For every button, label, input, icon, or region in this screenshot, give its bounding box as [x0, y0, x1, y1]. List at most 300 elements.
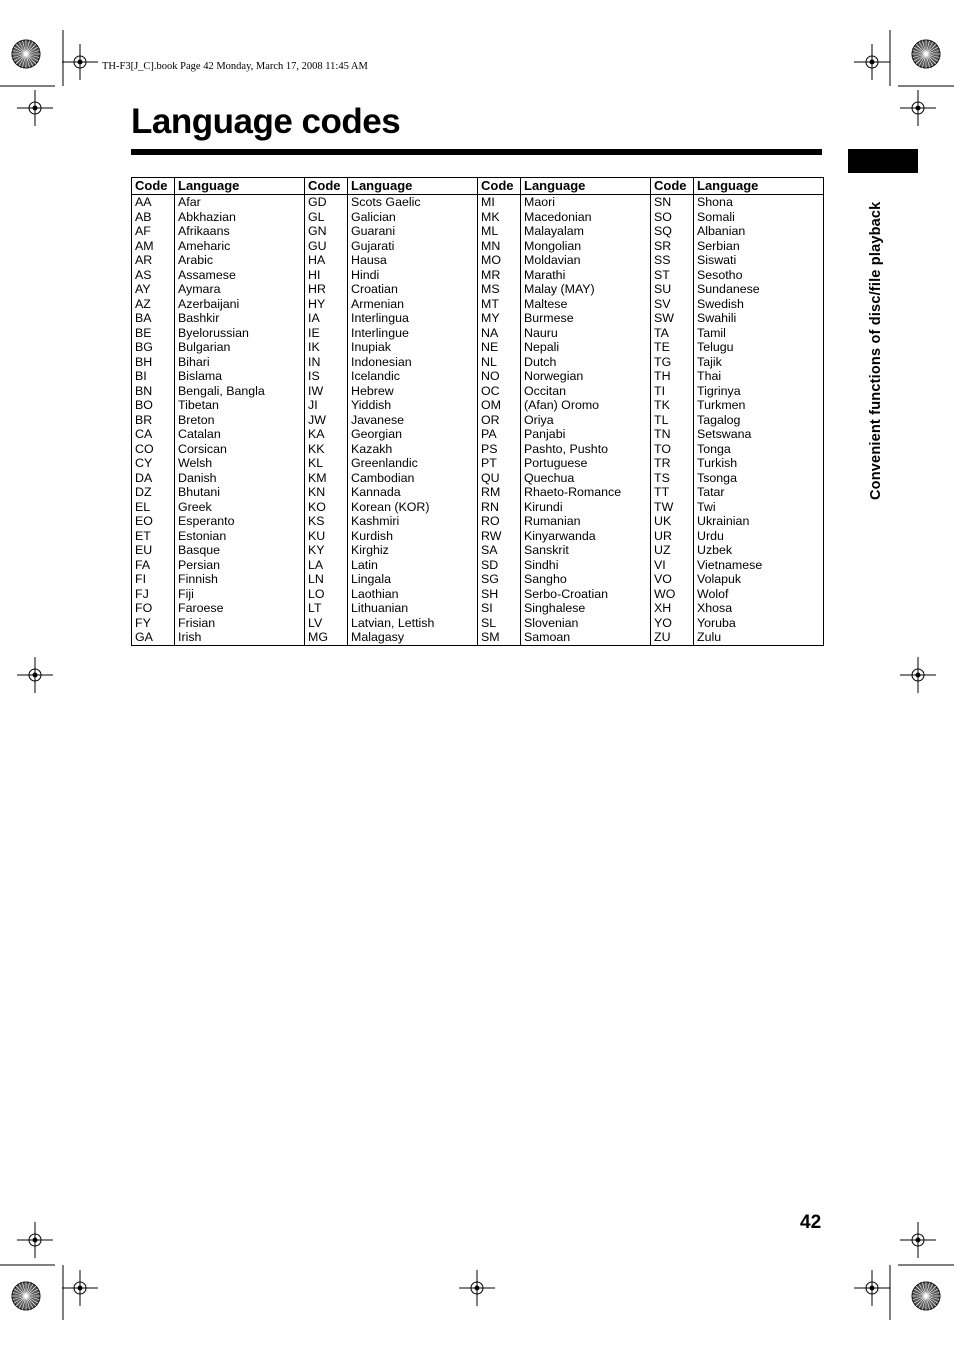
code-header: Code: [478, 178, 521, 195]
language-name-cell: Volapuk: [694, 572, 824, 587]
language-name-cell: Slovenian: [521, 616, 651, 631]
table-row: [132, 195, 824, 210]
language-name-cell: Faroese: [175, 601, 305, 616]
table-row: [132, 500, 824, 515]
language-code-cell: KK: [305, 442, 348, 457]
language-name-cell: Kazakh: [348, 442, 478, 457]
language-code-cell: SO: [651, 210, 694, 225]
language-code-cell: SH: [478, 587, 521, 602]
language-name-cell: Swedish: [694, 297, 824, 312]
print-header: TH-F3[J_C].book Page 42 Monday, March 17, 2008 11:45 AM: [102, 61, 368, 72]
language-header: Language: [694, 178, 824, 195]
language-code-cell: MS: [478, 282, 521, 297]
language-name-cell: Rhaeto-Romance: [521, 485, 651, 500]
language-name-cell: Guarani: [348, 224, 478, 239]
language-name-cell: Maltese: [521, 297, 651, 312]
language-code-cell: RW: [478, 529, 521, 544]
language-code-cell: LV: [305, 616, 348, 631]
language-code-cell: ML: [478, 224, 521, 239]
language-name-cell: Esperanto: [175, 514, 305, 529]
language-code-cell: SL: [478, 616, 521, 631]
table-row: [132, 543, 824, 558]
language-code-cell: OM: [478, 398, 521, 413]
language-name-cell: Hindi: [348, 268, 478, 283]
language-code-cell: MI: [478, 195, 521, 210]
language-code-cell: PA: [478, 427, 521, 442]
language-code-cell: UK: [651, 514, 694, 529]
crosshair-mark: [29, 1234, 41, 1246]
language-name-cell: Laothian: [348, 587, 478, 602]
language-code-cell: DZ: [132, 485, 175, 500]
language-name-cell: Setswana: [694, 427, 824, 442]
language-name-cell: Azerbaijani: [175, 297, 305, 312]
language-code-cell: MT: [478, 297, 521, 312]
starburst-mark: [912, 40, 940, 68]
table-row: [132, 529, 824, 544]
table-row: [132, 355, 824, 370]
language-code-cell: BO: [132, 398, 175, 413]
table-row: [132, 558, 824, 573]
language-code-cell: AR: [132, 253, 175, 268]
crosshair-mark: [912, 669, 924, 681]
language-name-cell: Albanian: [694, 224, 824, 239]
language-name-cell: Tibetan: [175, 398, 305, 413]
language-name-cell: Hebrew: [348, 384, 478, 399]
code-header: Code: [651, 178, 694, 195]
language-code-cell: GU: [305, 239, 348, 254]
language-code-cell: MY: [478, 311, 521, 326]
code-header: Code: [305, 178, 348, 195]
language-code-cell: EU: [132, 543, 175, 558]
crosshair-mark: [471, 1282, 483, 1294]
table-row: [132, 311, 824, 326]
language-code-cell: GD: [305, 195, 348, 210]
language-name-cell: Turkmen: [694, 398, 824, 413]
language-code-cell: SU: [651, 282, 694, 297]
language-code-cell: UR: [651, 529, 694, 544]
language-name-cell: Bislama: [175, 369, 305, 384]
language-code-cell: KM: [305, 471, 348, 486]
language-code-cell: AM: [132, 239, 175, 254]
language-code-cell: JW: [305, 413, 348, 428]
language-code-cell: ZU: [651, 630, 694, 645]
language-name-cell: Uzbek: [694, 543, 824, 558]
language-code-cell: VO: [651, 572, 694, 587]
language-name-cell: Welsh: [175, 456, 305, 471]
language-code-cell: SA: [478, 543, 521, 558]
table-row: [132, 427, 824, 442]
language-name-cell: Twi: [694, 500, 824, 515]
language-code-cell: CA: [132, 427, 175, 442]
language-name-cell: Icelandic: [348, 369, 478, 384]
language-code-cell: KL: [305, 456, 348, 471]
table-header-row: [132, 178, 824, 195]
language-header: Language: [521, 178, 651, 195]
language-code-cell: SS: [651, 253, 694, 268]
language-name-cell: Tajik: [694, 355, 824, 370]
language-code-cell: SM: [478, 630, 521, 645]
language-code-cell: GL: [305, 210, 348, 225]
language-name-cell: Estonian: [175, 529, 305, 544]
language-name-cell: Somali: [694, 210, 824, 225]
language-name-cell: Gujarati: [348, 239, 478, 254]
language-name-cell: Tonga: [694, 442, 824, 457]
crosshair-mark: [866, 56, 878, 68]
table-row: [132, 398, 824, 413]
language-name-cell: Occitan: [521, 384, 651, 399]
language-code-cell: YO: [651, 616, 694, 631]
language-name-cell: Dutch: [521, 355, 651, 370]
crosshair-mark: [912, 102, 924, 114]
table-row: [132, 572, 824, 587]
language-code-cell: BE: [132, 326, 175, 341]
language-code-cell: PS: [478, 442, 521, 457]
language-name-cell: Serbo-Croatian: [521, 587, 651, 602]
language-code-cell: DA: [132, 471, 175, 486]
language-code-cell: KN: [305, 485, 348, 500]
table-row: [132, 384, 824, 399]
table-body: [132, 195, 824, 646]
language-name-cell: Norwegian: [521, 369, 651, 384]
table-row: [132, 282, 824, 297]
language-code-cell: JI: [305, 398, 348, 413]
language-code-cell: PT: [478, 456, 521, 471]
language-code-cell: RN: [478, 500, 521, 515]
language-code-cell: WO: [651, 587, 694, 602]
language-code-cell: VI: [651, 558, 694, 573]
language-name-cell: Assamese: [175, 268, 305, 283]
language-name-cell: Armenian: [348, 297, 478, 312]
language-name-cell: Bulgarian: [175, 340, 305, 355]
language-name-cell: Macedonian: [521, 210, 651, 225]
language-code-cell: TA: [651, 326, 694, 341]
language-code-cell: MK: [478, 210, 521, 225]
language-name-cell: Sangho: [521, 572, 651, 587]
language-code-cell: SN: [651, 195, 694, 210]
language-name-cell: Sanskrit: [521, 543, 651, 558]
language-code-cell: TI: [651, 384, 694, 399]
language-name-cell: Kirundi: [521, 500, 651, 515]
language-name-cell: Quechua: [521, 471, 651, 486]
table-row: [132, 514, 824, 529]
table-row: [132, 616, 824, 631]
table-row: [132, 369, 824, 384]
table-row: [132, 268, 824, 283]
language-name-cell: Afrikaans: [175, 224, 305, 239]
language-code-cell: SD: [478, 558, 521, 573]
table-row: [132, 456, 824, 471]
crosshair-mark: [866, 1282, 878, 1294]
language-name-cell: Interlingua: [348, 311, 478, 326]
language-name-cell: Byelorussian: [175, 326, 305, 341]
language-code-cell: IK: [305, 340, 348, 355]
language-name-cell: Frisian: [175, 616, 305, 631]
language-name-cell: Danish: [175, 471, 305, 486]
language-name-cell: Tatar: [694, 485, 824, 500]
language-code-cell: UZ: [651, 543, 694, 558]
language-code-cell: BR: [132, 413, 175, 428]
language-code-cell: KU: [305, 529, 348, 544]
language-code-cell: LN: [305, 572, 348, 587]
language-code-cell: FY: [132, 616, 175, 631]
language-name-cell: Georgian: [348, 427, 478, 442]
table-row: [132, 413, 824, 428]
language-name-cell: Kinyarwanda: [521, 529, 651, 544]
language-name-cell: Tigrinya: [694, 384, 824, 399]
language-name-cell: Latvian, Lettish: [348, 616, 478, 631]
crosshair-mark: [912, 1234, 924, 1246]
language-name-cell: Portuguese: [521, 456, 651, 471]
language-code-cell: BH: [132, 355, 175, 370]
language-code-cell: ST: [651, 268, 694, 283]
language-code-cell: LA: [305, 558, 348, 573]
language-code-cell: SW: [651, 311, 694, 326]
starburst-mark: [12, 40, 40, 68]
language-code-cell: SQ: [651, 224, 694, 239]
page-title: Language codes: [131, 102, 401, 141]
table-row: [132, 297, 824, 312]
language-name-cell: Vietnamese: [694, 558, 824, 573]
table-row: [132, 326, 824, 341]
language-code-cell: CO: [132, 442, 175, 457]
crosshair-mark: [74, 56, 86, 68]
side-section-label: Convenient functions of disc/file playback: [868, 201, 884, 500]
language-name-cell: Thai: [694, 369, 824, 384]
language-name-cell: Hausa: [348, 253, 478, 268]
language-name-cell: Inupiak: [348, 340, 478, 355]
language-name-cell: Malayalam: [521, 224, 651, 239]
language-name-cell: Galician: [348, 210, 478, 225]
language-name-cell: Nauru: [521, 326, 651, 341]
language-code-cell: NO: [478, 369, 521, 384]
language-name-cell: Breton: [175, 413, 305, 428]
language-code-cell: CY: [132, 456, 175, 471]
language-name-cell: Yoruba: [694, 616, 824, 631]
language-code-cell: HI: [305, 268, 348, 283]
language-name-cell: Tagalog: [694, 413, 824, 428]
language-name-cell: Mongolian: [521, 239, 651, 254]
language-name-cell: Shona: [694, 195, 824, 210]
language-header: Language: [175, 178, 305, 195]
language-code-cell: HY: [305, 297, 348, 312]
language-name-cell: Bengali, Bangla: [175, 384, 305, 399]
title-rule: [131, 149, 822, 155]
language-name-cell: Greenlandic: [348, 456, 478, 471]
language-code-cell: FJ: [132, 587, 175, 602]
language-name-cell: Lithuanian: [348, 601, 478, 616]
language-code-cell: ET: [132, 529, 175, 544]
language-name-cell: Interlingue: [348, 326, 478, 341]
language-name-cell: Siswati: [694, 253, 824, 268]
language-code-cell: IW: [305, 384, 348, 399]
language-name-cell: Abkhazian: [175, 210, 305, 225]
language-code-cell: KS: [305, 514, 348, 529]
language-name-cell: Indonesian: [348, 355, 478, 370]
language-code-cell: NL: [478, 355, 521, 370]
table-row: [132, 630, 824, 645]
language-code-cell: FA: [132, 558, 175, 573]
language-code-cell: HR: [305, 282, 348, 297]
language-code-cell: TW: [651, 500, 694, 515]
language-code-cell: FI: [132, 572, 175, 587]
language-code-cell: SG: [478, 572, 521, 587]
page-number: 42: [800, 1212, 822, 1233]
table-row: [132, 239, 824, 254]
language-code-cell: NE: [478, 340, 521, 355]
language-name-cell: Singhalese: [521, 601, 651, 616]
language-code-cell: NA: [478, 326, 521, 341]
language-code-cell: LT: [305, 601, 348, 616]
language-code-cell: BI: [132, 369, 175, 384]
language-code-cell: OR: [478, 413, 521, 428]
language-name-cell: Corsican: [175, 442, 305, 457]
language-name-cell: Arabic: [175, 253, 305, 268]
language-code-cell: HA: [305, 253, 348, 268]
language-name-cell: Javanese: [348, 413, 478, 428]
language-name-cell: Afar: [175, 195, 305, 210]
language-name-cell: Ameharic: [175, 239, 305, 254]
language-code-cell: TL: [651, 413, 694, 428]
language-name-cell: Kirghiz: [348, 543, 478, 558]
table-row: [132, 224, 824, 239]
language-name-cell: Cambodian: [348, 471, 478, 486]
language-name-cell: Aymara: [175, 282, 305, 297]
language-name-cell: Moldavian: [521, 253, 651, 268]
language-name-cell: Telugu: [694, 340, 824, 355]
language-name-cell: Kannada: [348, 485, 478, 500]
language-name-cell: Nepali: [521, 340, 651, 355]
language-name-cell: Sesotho: [694, 268, 824, 283]
language-code-cell: IN: [305, 355, 348, 370]
language-name-cell: Bihari: [175, 355, 305, 370]
language-name-cell: Serbian: [694, 239, 824, 254]
language-code-cell: AZ: [132, 297, 175, 312]
language-name-cell: Panjabi: [521, 427, 651, 442]
language-header: Language: [348, 178, 478, 195]
language-code-cell: GN: [305, 224, 348, 239]
starburst-mark: [912, 1282, 940, 1310]
language-name-cell: Ukrainian: [694, 514, 824, 529]
table-row: [132, 340, 824, 355]
language-name-cell: Urdu: [694, 529, 824, 544]
language-name-cell: Xhosa: [694, 601, 824, 616]
language-name-cell: Basque: [175, 543, 305, 558]
language-name-cell: Catalan: [175, 427, 305, 442]
language-code-cell: MN: [478, 239, 521, 254]
language-code-cell: TT: [651, 485, 694, 500]
language-code-cell: SR: [651, 239, 694, 254]
language-name-cell: Finnish: [175, 572, 305, 587]
language-code-cell: KO: [305, 500, 348, 515]
language-name-cell: Tamil: [694, 326, 824, 341]
language-name-cell: Kashmiri: [348, 514, 478, 529]
language-code-cell: AY: [132, 282, 175, 297]
language-code-cell: IS: [305, 369, 348, 384]
language-codes-table: [131, 177, 824, 646]
code-header: Code: [132, 178, 175, 195]
language-code-cell: SI: [478, 601, 521, 616]
language-name-cell: Malay (MAY): [521, 282, 651, 297]
language-name-cell: Marathi: [521, 268, 651, 283]
language-code-cell: SV: [651, 297, 694, 312]
language-code-cell: TN: [651, 427, 694, 442]
language-code-cell: AB: [132, 210, 175, 225]
language-code-cell: AS: [132, 268, 175, 283]
language-code-cell: TG: [651, 355, 694, 370]
table-row: [132, 601, 824, 616]
table-row: [132, 587, 824, 602]
table-row: [132, 442, 824, 457]
language-code-cell: MR: [478, 268, 521, 283]
language-code-cell: EO: [132, 514, 175, 529]
language-name-cell: Latin: [348, 558, 478, 573]
language-name-cell: Bashkir: [175, 311, 305, 326]
language-name-cell: Zulu: [694, 630, 824, 645]
language-code-cell: TO: [651, 442, 694, 457]
side-tab-marker: [848, 149, 918, 173]
language-code-cell: RM: [478, 485, 521, 500]
table-row: [132, 210, 824, 225]
language-name-cell: Yiddish: [348, 398, 478, 413]
table-row: [132, 471, 824, 486]
language-code-cell: OC: [478, 384, 521, 399]
language-code-cell: IA: [305, 311, 348, 326]
crosshair-mark: [29, 669, 41, 681]
language-name-cell: Tsonga: [694, 471, 824, 486]
language-name-cell: Irish: [175, 630, 305, 645]
language-code-cell: LO: [305, 587, 348, 602]
language-code-cell: TR: [651, 456, 694, 471]
language-code-cell: KY: [305, 543, 348, 558]
language-code-cell: IE: [305, 326, 348, 341]
table-row: [132, 253, 824, 268]
language-name-cell: Burmese: [521, 311, 651, 326]
language-code-cell: KA: [305, 427, 348, 442]
language-code-cell: XH: [651, 601, 694, 616]
language-name-cell: Maori: [521, 195, 651, 210]
language-code-cell: MG: [305, 630, 348, 645]
language-code-cell: TS: [651, 471, 694, 486]
language-code-cell: GA: [132, 630, 175, 645]
language-code-cell: QU: [478, 471, 521, 486]
language-name-cell: Pashto, Pushto: [521, 442, 651, 457]
language-name-cell: Scots Gaelic: [348, 195, 478, 210]
language-name-cell: Fiji: [175, 587, 305, 602]
language-name-cell: Samoan: [521, 630, 651, 645]
language-name-cell: Korean (KOR): [348, 500, 478, 515]
language-code-cell: TE: [651, 340, 694, 355]
table-row: [132, 485, 824, 500]
language-name-cell: Rumanian: [521, 514, 651, 529]
language-code-cell: TK: [651, 398, 694, 413]
language-name-cell: Bhutani: [175, 485, 305, 500]
language-code-cell: EL: [132, 500, 175, 515]
language-code-cell: RO: [478, 514, 521, 529]
language-name-cell: Wolof: [694, 587, 824, 602]
language-name-cell: Malagasy: [348, 630, 478, 645]
language-name-cell: Oriya: [521, 413, 651, 428]
starburst-mark: [12, 1282, 40, 1310]
language-code-cell: TH: [651, 369, 694, 384]
language-code-cell: AF: [132, 224, 175, 239]
language-code-cell: AA: [132, 195, 175, 210]
language-code-cell: FO: [132, 601, 175, 616]
language-code-cell: BA: [132, 311, 175, 326]
language-code-cell: BN: [132, 384, 175, 399]
language-name-cell: (Afan) Oromo: [521, 398, 651, 413]
language-name-cell: Greek: [175, 500, 305, 515]
crosshair-mark: [74, 1282, 86, 1294]
